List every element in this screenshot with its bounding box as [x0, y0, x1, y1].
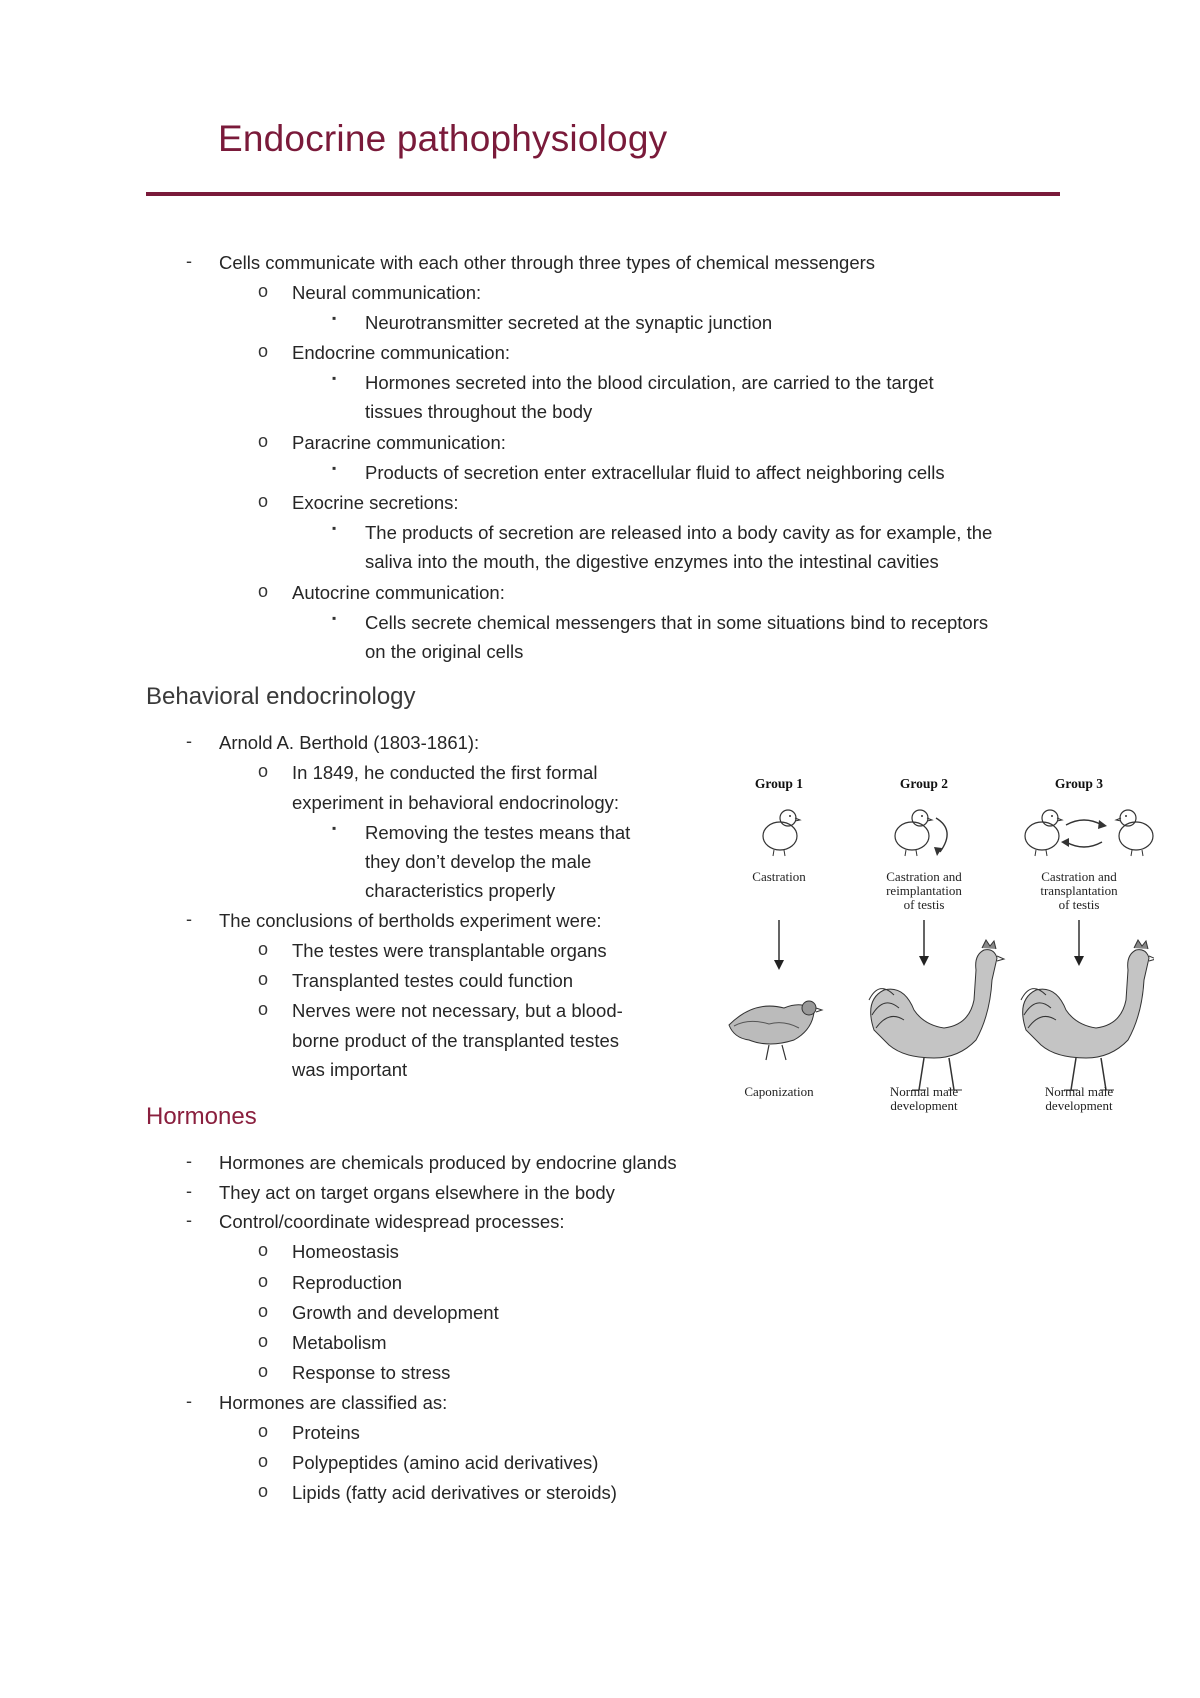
group-2-procedure-line3: of testis [903, 897, 945, 912]
list-marker: o [258, 1331, 269, 1351]
list-item: The conclusions of bertholds experiment were: [219, 910, 602, 931]
group-1 [729, 776, 822, 1099]
list-item: Hormones secreted into the blood circulation, are carried to the target [365, 372, 934, 393]
list-item: Control/coordinate widespread processes: [219, 1211, 565, 1232]
list-marker: - [186, 1181, 192, 1201]
list-item-continuation: borne product of the transplanted testes [292, 1030, 620, 1051]
list-item: Growth and development [292, 1302, 499, 1323]
list-item: Nerves were not necessary, but a blood- [292, 1000, 623, 1021]
rooster-icon [869, 940, 1004, 1090]
list-marker: o [258, 281, 269, 301]
list-item: Paracrine communication: [292, 432, 506, 453]
list-item: Homeostasis [292, 1241, 399, 1262]
list-marker: o [258, 1451, 269, 1471]
list-marker: ▪ [332, 461, 337, 475]
list-item: Transplanted testes could function [292, 970, 574, 991]
list-marker: o [258, 761, 269, 781]
list-item: Metabolism [292, 1332, 387, 1353]
list-item: Neurotransmitter secreted at the synaptic junction [365, 312, 773, 333]
group-2-procedure-line2: reimplantation [886, 883, 962, 898]
transplant-arrows-icon [1066, 820, 1102, 847]
list-item: The products of secretion are released into a body cavity as for example, the [365, 522, 993, 543]
list-marker: o [258, 1301, 269, 1321]
group-3-procedure-line1: Castration and [1041, 869, 1117, 884]
list-item: They act on target organs elsewhere in the body [219, 1182, 615, 1203]
list-item: Neural communication: [292, 282, 482, 303]
list-item: Lipids (fatty acid derivatives or steroids) [292, 1482, 617, 1503]
group-2-procedure-line1: Castration and [886, 869, 962, 884]
list-item-continuation: tissues throughout the body [365, 401, 593, 422]
list-marker: o [258, 969, 269, 989]
chick-icon [1025, 810, 1062, 856]
list-item: Cells communicate with each other through three types of chemical messengers [219, 252, 876, 273]
list-marker: o [258, 491, 269, 511]
chick-icon [763, 810, 800, 856]
list-item: Response to stress [292, 1362, 451, 1383]
group-3-procedure-line2: transplantation [1040, 883, 1118, 898]
group-1-procedure: Castration [752, 869, 806, 884]
chick-icon [1116, 810, 1153, 856]
list-marker: o [258, 1361, 269, 1381]
group-3-outcome-line1: Normal male [1044, 1084, 1114, 1099]
list-marker: ▪ [332, 821, 337, 835]
list-item: Polypeptides (amino acid derivatives) [292, 1452, 599, 1473]
list-item: Hormones are chemicals produced by endocrine glands [219, 1152, 677, 1173]
list-marker: o [258, 341, 269, 361]
list-item: The testes were transplantable organs [292, 940, 607, 961]
list-marker: - [186, 909, 192, 929]
list-marker: - [186, 1151, 192, 1171]
list-item: Hormones are classified as: [219, 1392, 448, 1413]
arrowhead-icon [1074, 956, 1084, 966]
group-2-outcome-line1: Normal male [889, 1084, 959, 1099]
title-divider [146, 192, 1060, 196]
group-3 [1021, 776, 1154, 1113]
list-item-continuation: was important [292, 1059, 408, 1080]
list-item-continuation: on the original cells [365, 641, 524, 662]
list-marker: o [258, 1240, 269, 1260]
list-item: Endocrine communication: [292, 342, 510, 363]
list-marker: o [258, 1271, 269, 1291]
list-item: In 1849, he conducted the first formal [292, 762, 598, 783]
list-marker: o [258, 939, 269, 959]
list-marker: o [258, 1481, 269, 1501]
group-3-label: Group 3 [1054, 776, 1104, 791]
list-marker: ▪ [332, 371, 337, 385]
list-marker: ▪ [332, 521, 337, 535]
list-marker: - [186, 1210, 192, 1230]
list-item: Reproduction [292, 1272, 403, 1293]
list-item: Cells secrete chemical messengers that in some situations bind to receptors [365, 612, 989, 633]
chick-icon [895, 810, 932, 856]
list-marker: - [186, 731, 192, 751]
capon-icon [729, 1001, 822, 1060]
list-marker: o [258, 1421, 269, 1441]
list-item-continuation: they don’t develop the male [365, 851, 592, 872]
list-marker: - [186, 251, 192, 271]
arrowhead-icon [774, 960, 784, 970]
arrowhead-icon [919, 956, 929, 966]
section-heading-behavioral: Behavioral endocrinology [146, 683, 416, 710]
list-marker: o [258, 431, 269, 451]
list-marker: ▪ [332, 311, 337, 325]
list-marker: - [186, 1391, 192, 1411]
list-marker: ▪ [332, 611, 337, 625]
list-item: Removing the testes means that [365, 822, 631, 843]
group-2-outcome-line2: development [890, 1098, 958, 1113]
list-item-continuation: saliva into the mouth, the digestive enzymes into the intestinal cavities [365, 551, 939, 572]
group-2-label: Group 2 [899, 776, 949, 791]
list-marker: o [258, 999, 269, 1019]
page-title: Endocrine pathophysiology [218, 118, 668, 159]
group-1-label: Group 1 [754, 776, 804, 791]
reimplant-arrow-icon [936, 818, 947, 852]
list-marker: o [258, 581, 269, 601]
list-item: Autocrine communication: [292, 582, 505, 603]
section-heading-hormones: Hormones [146, 1103, 257, 1130]
list-item: Products of secretion enter extracellular fluid to affect neighboring cells [365, 462, 945, 483]
group-2 [869, 776, 1004, 1113]
list-item-continuation: characteristics properly [365, 880, 556, 901]
rooster-icon [1021, 940, 1154, 1090]
list-item: Exocrine secretions: [292, 492, 459, 513]
group-3-outcome-line2: development [1045, 1098, 1113, 1113]
group-3-procedure-line3: of testis [1058, 897, 1100, 912]
list-item-continuation: experiment in behavioral endocrinology: [292, 792, 620, 813]
berthold-experiment-figure [724, 770, 1154, 1120]
list-item: Proteins [292, 1422, 360, 1443]
group-1-outcome: Caponization [744, 1084, 814, 1099]
list-item: Arnold A. Berthold (1803-1861): [219, 732, 480, 753]
